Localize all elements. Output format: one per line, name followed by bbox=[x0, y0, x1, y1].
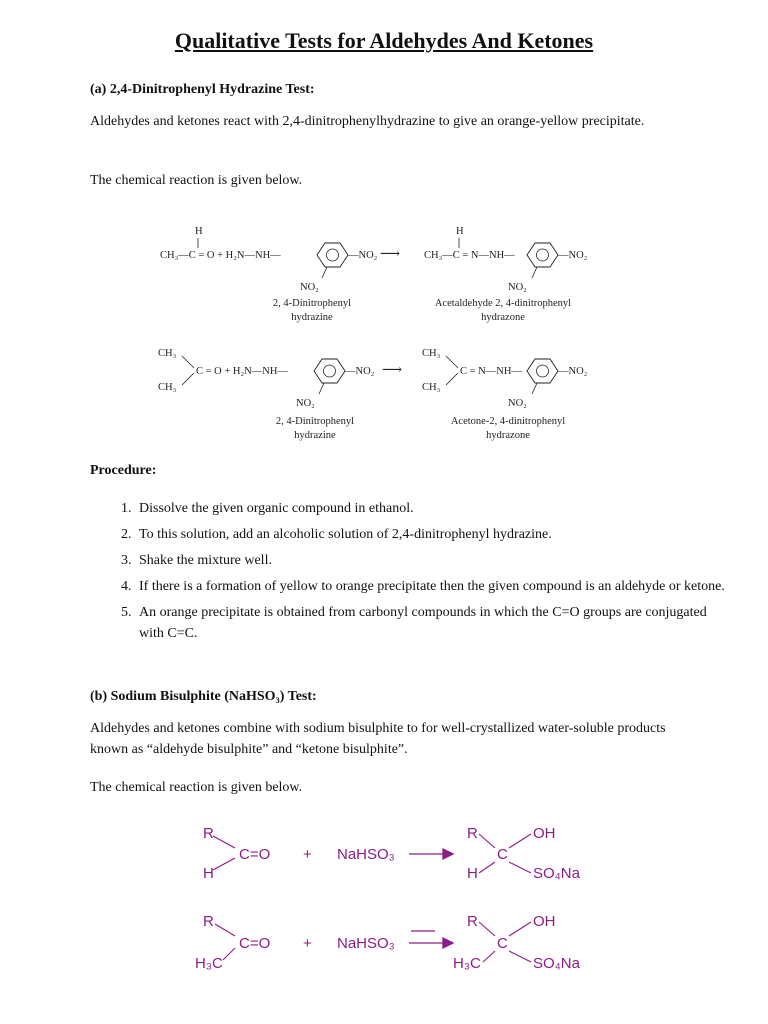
b1-product-oh: OH bbox=[533, 825, 556, 842]
b1-plus: + bbox=[303, 846, 312, 863]
section-b-intro: Aldehydes and ketones combine with sodium bisulphite to for well-crystallized water-soluble products known as “aldehyde bisulphite” and “ketone bisulphite”. bbox=[90, 721, 666, 757]
r1-product-no2-bottom: NO₂ bbox=[508, 282, 527, 293]
r2-no2-right: —NO₂ bbox=[345, 366, 375, 377]
procedure-step: 2. To this solution, add an alcoholic solution of 2,4-dinitrophenyl hydrazine. bbox=[135, 524, 735, 545]
procedure-step: 1. Dissolve the given organic compound in ethanol. bbox=[135, 498, 735, 519]
r2-no2-bottom: NO₂ bbox=[296, 398, 315, 409]
procedure-heading: Procedure: bbox=[90, 463, 157, 478]
procedure-step: 3. Shake the mixture well. bbox=[135, 550, 735, 571]
benzene-ring-3 bbox=[314, 359, 345, 383]
b2-product-oh: OH bbox=[533, 913, 556, 930]
benzene-ring-2 bbox=[527, 243, 558, 267]
r2-lhs: C = O + H₂N—NH— bbox=[196, 366, 288, 377]
bisulphite-reaction-figure bbox=[195, 818, 595, 978]
r2-rhs: C = N—NH— bbox=[460, 366, 522, 377]
section-a-intro: Aldehydes and ketones react with 2,4-dinitrophenylhydrazine to give an orange-yellow precipitate. bbox=[90, 114, 645, 129]
r2-product-name-1: Acetone-2, 4-dinitrophenyl bbox=[450, 416, 566, 427]
b2-product-h3c: H₃C bbox=[453, 955, 481, 972]
b2-reagent: NaHSO₃ bbox=[337, 935, 395, 952]
r1-no2-right: —NO₂ bbox=[348, 250, 378, 261]
b1-product-r: R bbox=[467, 825, 478, 842]
r1-reagent-name-2: hydrazine bbox=[291, 312, 333, 323]
b2-h3c: H₃C bbox=[195, 955, 223, 972]
benzene-ring-1 bbox=[317, 243, 348, 267]
page-title: Qualitative Tests for Aldehydes And Ketones bbox=[174, 28, 594, 53]
procedure-step: 5. An orange precipitate is obtained from carbonyl compounds in which the C=O groups are conjugated with C=C. bbox=[135, 602, 735, 644]
dnp-reaction-figure bbox=[150, 210, 620, 450]
r2-ch3-bottom: CH₃ bbox=[158, 382, 177, 393]
section-b-reaction-intro: The chemical reaction is given below. bbox=[90, 780, 303, 795]
r1-lhs: CH₃—C = O + H₂N—NH— bbox=[160, 250, 281, 261]
section-a-heading: (a) 2,4-Dinitrophenyl Hydrazine Test: bbox=[90, 82, 315, 97]
b2-product-r: R bbox=[467, 913, 478, 930]
r2-arrow: ⟶ bbox=[382, 363, 403, 378]
b2-r: R bbox=[203, 913, 214, 930]
r1-product-name-2: hydrazone bbox=[481, 312, 525, 323]
procedure-list bbox=[90, 498, 735, 649]
b2-product-c: C bbox=[497, 935, 508, 952]
b1-reagent: NaHSO₃ bbox=[337, 846, 395, 863]
r2-product-no2-bottom: NO₂ bbox=[508, 398, 527, 409]
r1-arrow: ⟶ bbox=[380, 247, 401, 262]
b1-product-h: H bbox=[467, 865, 478, 882]
r2-product-ch3-bottom: CH₃ bbox=[422, 382, 441, 393]
benzene-ring-4 bbox=[527, 359, 558, 383]
section-b-heading: (b) Sodium Bisulphite (NaHSO₃) Test: bbox=[90, 689, 317, 704]
b2-c-eq-o: C=O bbox=[239, 935, 271, 952]
r2-reagent-name-2: hydrazine bbox=[294, 430, 336, 441]
r1-product-no2-right: —NO₂ bbox=[558, 250, 588, 261]
b1-r: R bbox=[203, 825, 214, 842]
procedure-step: 4. If there is a formation of yellow to orange precipitate then the given compound is an aldehyde or ketone. bbox=[135, 576, 735, 597]
r1-h-label: H bbox=[195, 226, 203, 237]
b2-product-so4na: SO₄Na bbox=[533, 955, 580, 972]
b1-h: H bbox=[203, 865, 214, 882]
r2-product-no2-right: —NO₂ bbox=[558, 366, 588, 377]
r2-product-name-2: hydrazone bbox=[486, 430, 530, 441]
b1-c-eq-o: C=O bbox=[239, 846, 271, 863]
r2-reagent-name-1: 2, 4-Dinitrophenyl bbox=[275, 416, 355, 427]
r1-no2-bottom: NO₂ bbox=[300, 282, 319, 293]
b2-plus: + bbox=[303, 935, 312, 952]
b1-product-so4na: SO₄Na bbox=[533, 865, 580, 882]
r1-reagent-name-1: 2, 4-Dinitrophenyl bbox=[272, 298, 352, 309]
r1-rhs: CH₃—C = N—NH— bbox=[424, 250, 515, 261]
b1-product-c: C bbox=[497, 846, 508, 863]
r1-product-h: H bbox=[456, 226, 464, 237]
r2-product-ch3-top: CH₃ bbox=[422, 348, 441, 359]
r2-ch3-top: CH₃ bbox=[158, 348, 177, 359]
section-a-reaction-intro: The chemical reaction is given below. bbox=[90, 173, 303, 188]
r1-product-name-1: Acetaldehyde 2, 4-dinitrophenyl bbox=[434, 298, 572, 309]
